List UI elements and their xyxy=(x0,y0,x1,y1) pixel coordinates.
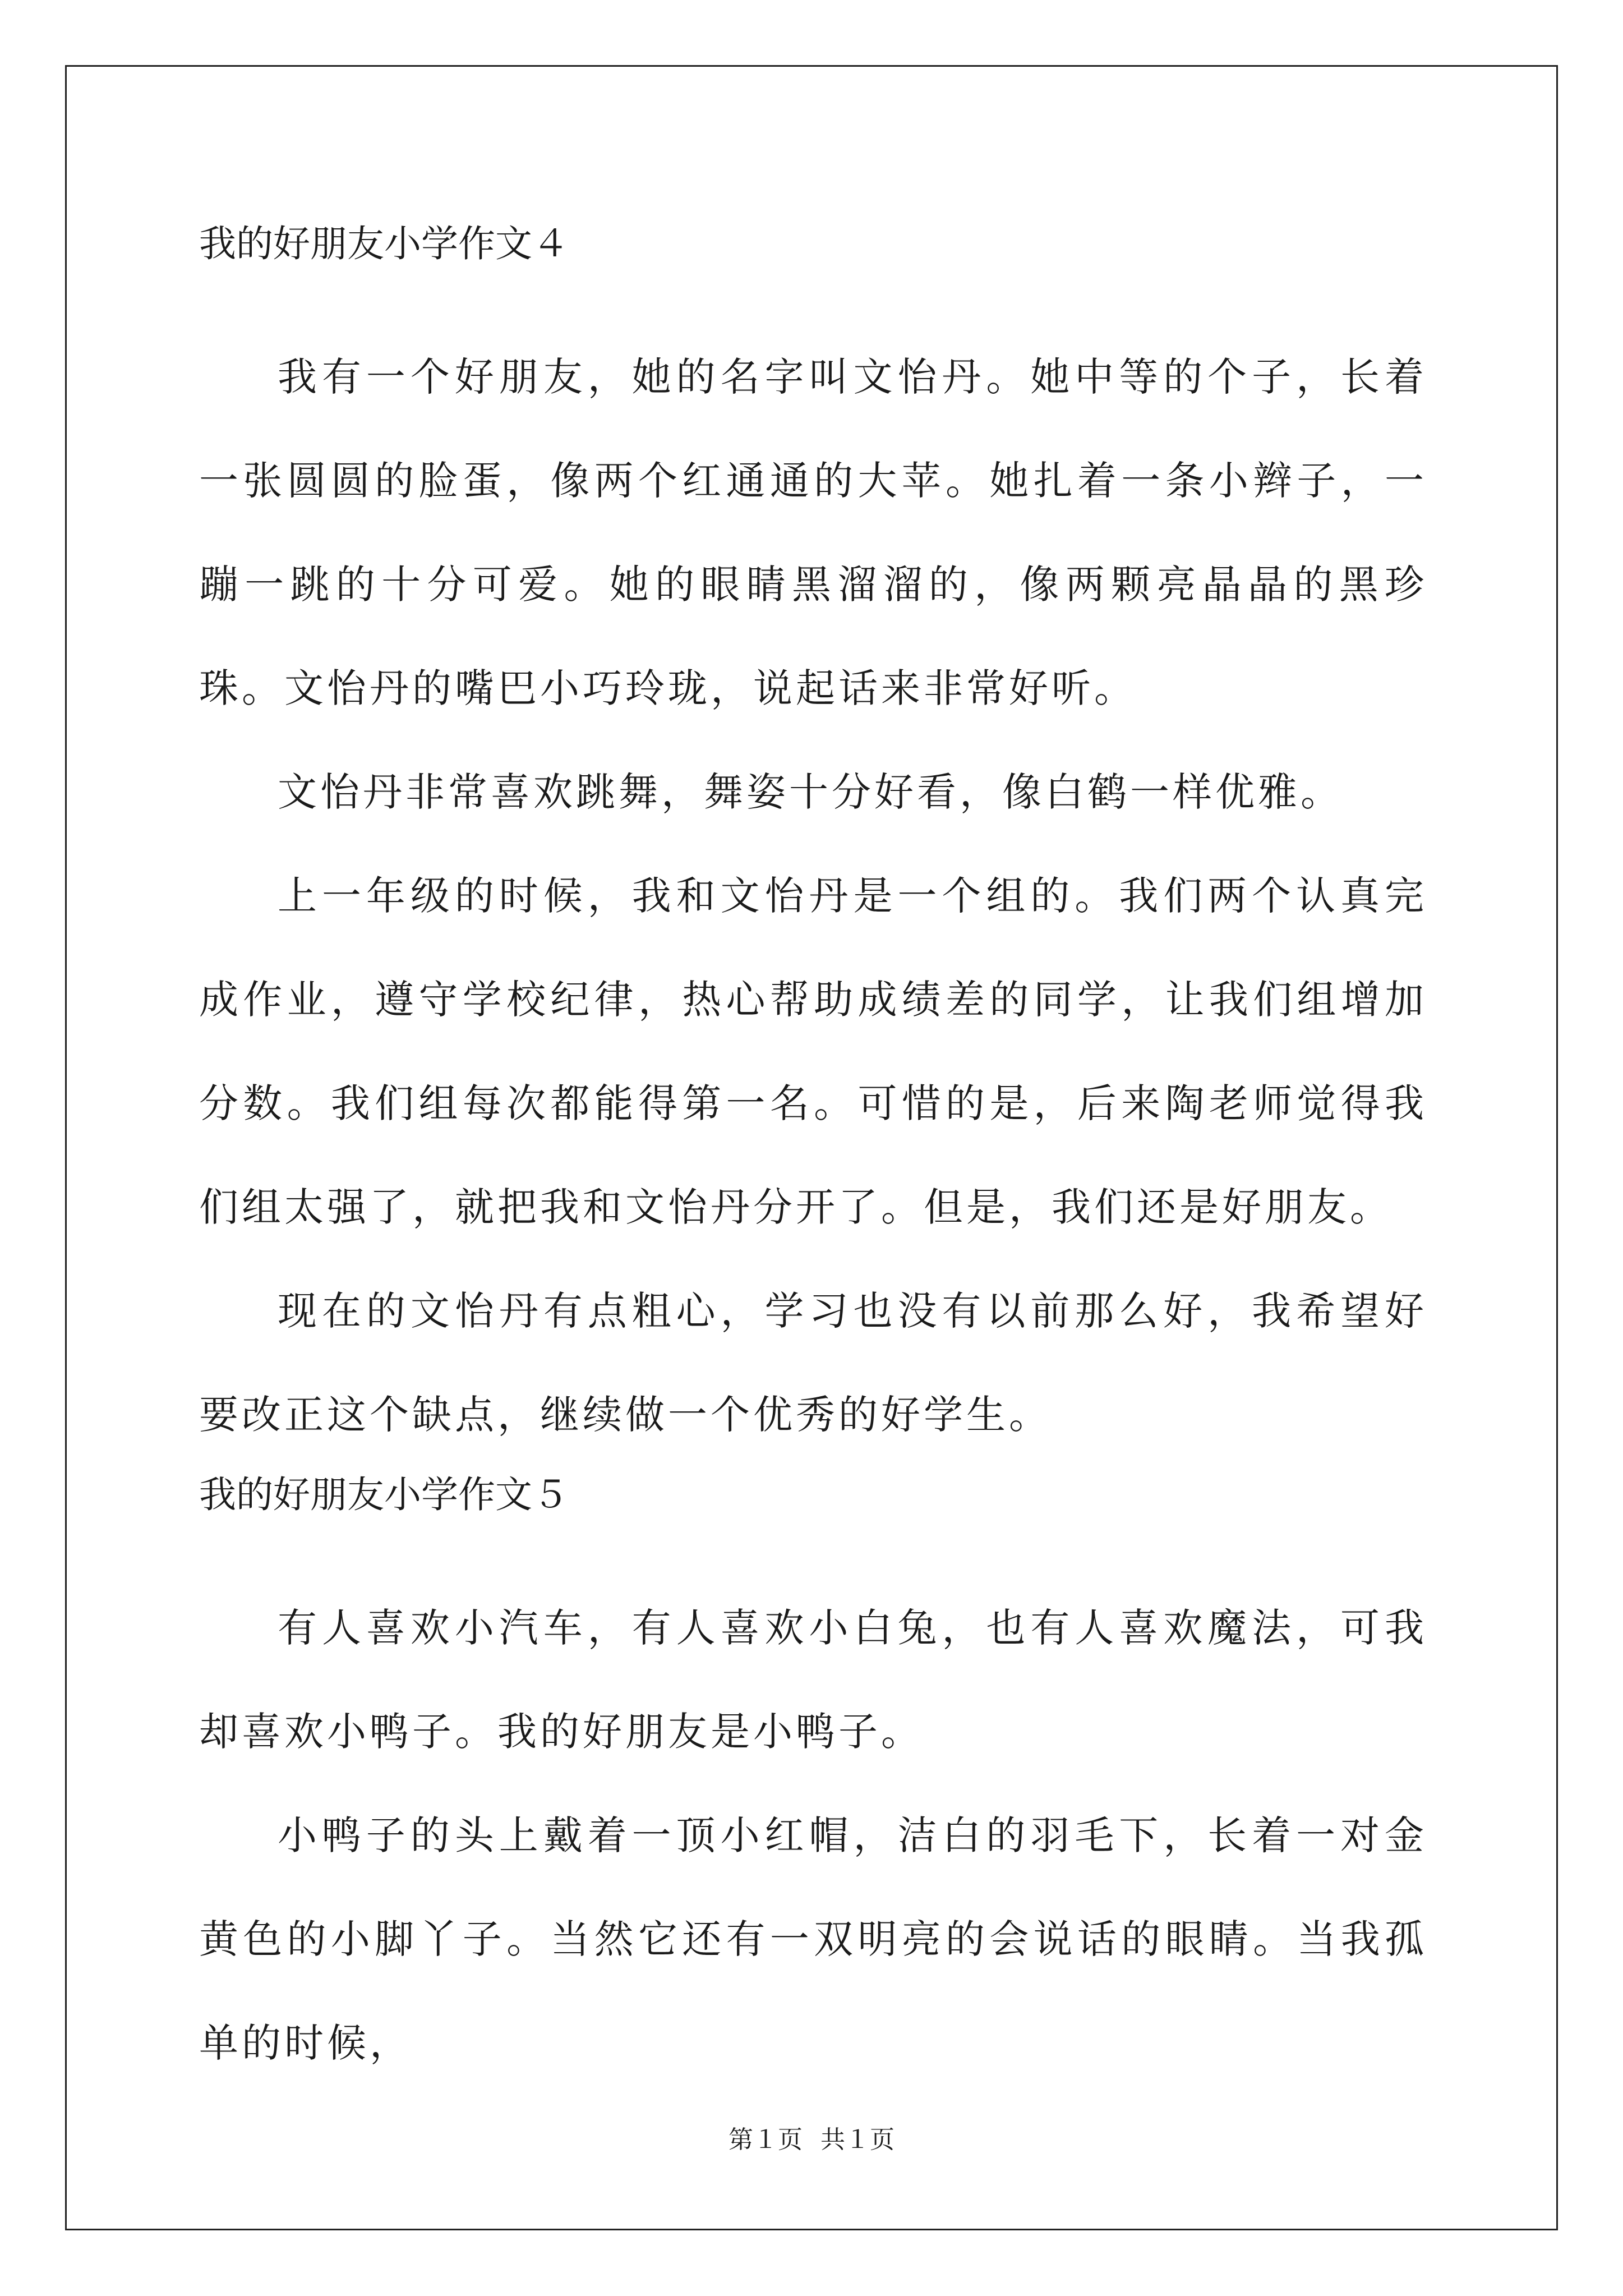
paragraph: 小鸭子的头上戴着一顶小红帽，洁白的羽毛下，长着一对金黄色的小脚丫子。当然它还有一双明亮的会说话的眼睛。当我孤单的时候， xyxy=(199,1812,1427,2066)
essay-section-5 xyxy=(199,1467,1427,2095)
paragraph: 上一年级的时候，我和文怡丹是一个组的。我们两个认真完成作业，遵守学校纪律，热心帮助成绩差的同学，让我们组增加分数。我们组每次都能得第一名。可惜的是，后来陶老师觉得我们组太强了，就把我和文怡丹分开了。但是，我们还是好朋友。 xyxy=(199,873,1427,1230)
paragraph: 现在的文怡丹有点粗心，学习也没有以前那么好，我希望好要改正这个缺点，继续做一个优秀的好学生。 xyxy=(199,1288,1427,1438)
paragraph: 有人喜欢小汽车，有人喜欢小白兔，也有人喜欢魔法，可我却喜欢小鸭子。我的好朋友是小鸭子。 xyxy=(199,1605,1427,1755)
page-footer xyxy=(0,2123,1623,2157)
page-total: 共１页 xyxy=(820,2125,895,2154)
essay-title: 我的好朋友小学作文５ xyxy=(199,1473,569,1516)
essay-title: 我的好朋友小学作文４ xyxy=(199,222,569,265)
essay-section-4 xyxy=(199,216,1427,1467)
paragraph: 我有一个好朋友，她的名字叫文怡丹。她中等的个子，长着一张圆圆的脸蛋，像两个红通通的大苹。她扎着一条小辫子，一蹦一跳的十分可爱。她的眼睛黑溜溜的，像两颗亮晶晶的黑珍珠。文怡丹的嘴巴小巧玲珑，说起话来非常好听。 xyxy=(199,354,1427,711)
paragraph: 文怡丹非常喜欢跳舞，舞姿十分好看，像白鹤一样优雅。 xyxy=(278,769,1343,815)
page-number: 第１页 xyxy=(728,2125,803,2154)
document-body xyxy=(199,216,1427,2095)
